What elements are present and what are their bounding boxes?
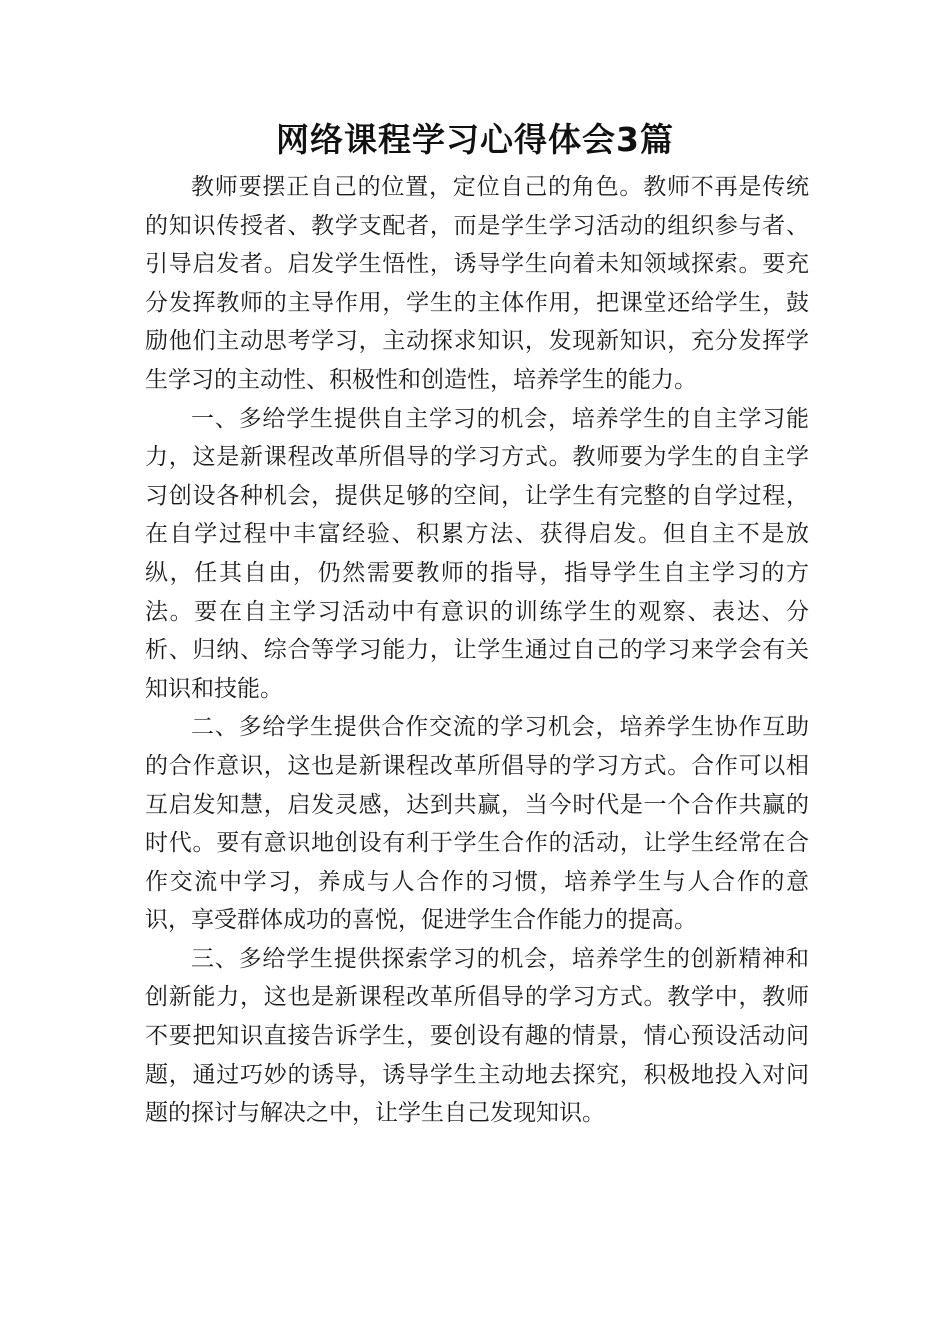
document-title: 网络课程学习心得体会3篇 — [276, 120, 674, 159]
document-body — [145, 168, 809, 1133]
paragraph-point-one: 一、多给学生提供自主学习的机会，培养学生的自主学习能力，这是新课程改革所倡导的学习方式。教师要为学生的自主学习创设各种机会，提供足够的空间，让学生有完整的自学过程，在自学过程中丰富经验、积累方法、获得启发。但自主不是放纵，任其自由，仍然需要教师的指导，指导学生自主学习的方法。要在自主学习活动中有意识的训练学生的观察、表达、分析、归纳、综合等学习能力，让学生通过自己的学习来学会有关知识和技能。 — [145, 405, 809, 702]
paragraph-point-two: 二、多给学生提供合作交流的学习机会，培养学生协作互助的合作意识，这也是新课程改革所倡导的学习方式。合作可以相互启发知慧，启发灵感，达到共赢，当今时代是一个合作共赢的时代。要有意识地创设有利于学生合作的活动，让学生经常在合作交流中学习，养成与人合作的习惯，培养学生与人合作的意识，享受群体成功的喜悦，促进学生合作能力的提高。 — [145, 714, 809, 934]
paragraph-point-three: 三、多给学生提供探索学习的机会，培养学生的创新精神和创新能力，这也是新课程改革所倡导的学习方式。教学中，教师不要把知识直接告诉学生，要创设有趣的情景，情心预设活动问题，通过巧妙的诱导，诱导学生主动地去探究，积极地投入对问题的探讨与解决之中，让学生自己发现知识。 — [145, 945, 809, 1127]
paragraph-intro: 教师要摆正自己的位置，定位自己的角色。教师不再是传统的知识传授者、教学支配者，而是学生学习活动的组织参与者、引导启发者。启发学生悟性，诱导学生向着未知领域探索。要充分发挥教师的主导作用，学生的主体作用，把课堂还给学生，鼓励他们主动思考学习，主动探求知识，发现新知识，充分发挥学生学习的主动性、积极性和创造性，培养学生的能力。 — [145, 174, 809, 393]
